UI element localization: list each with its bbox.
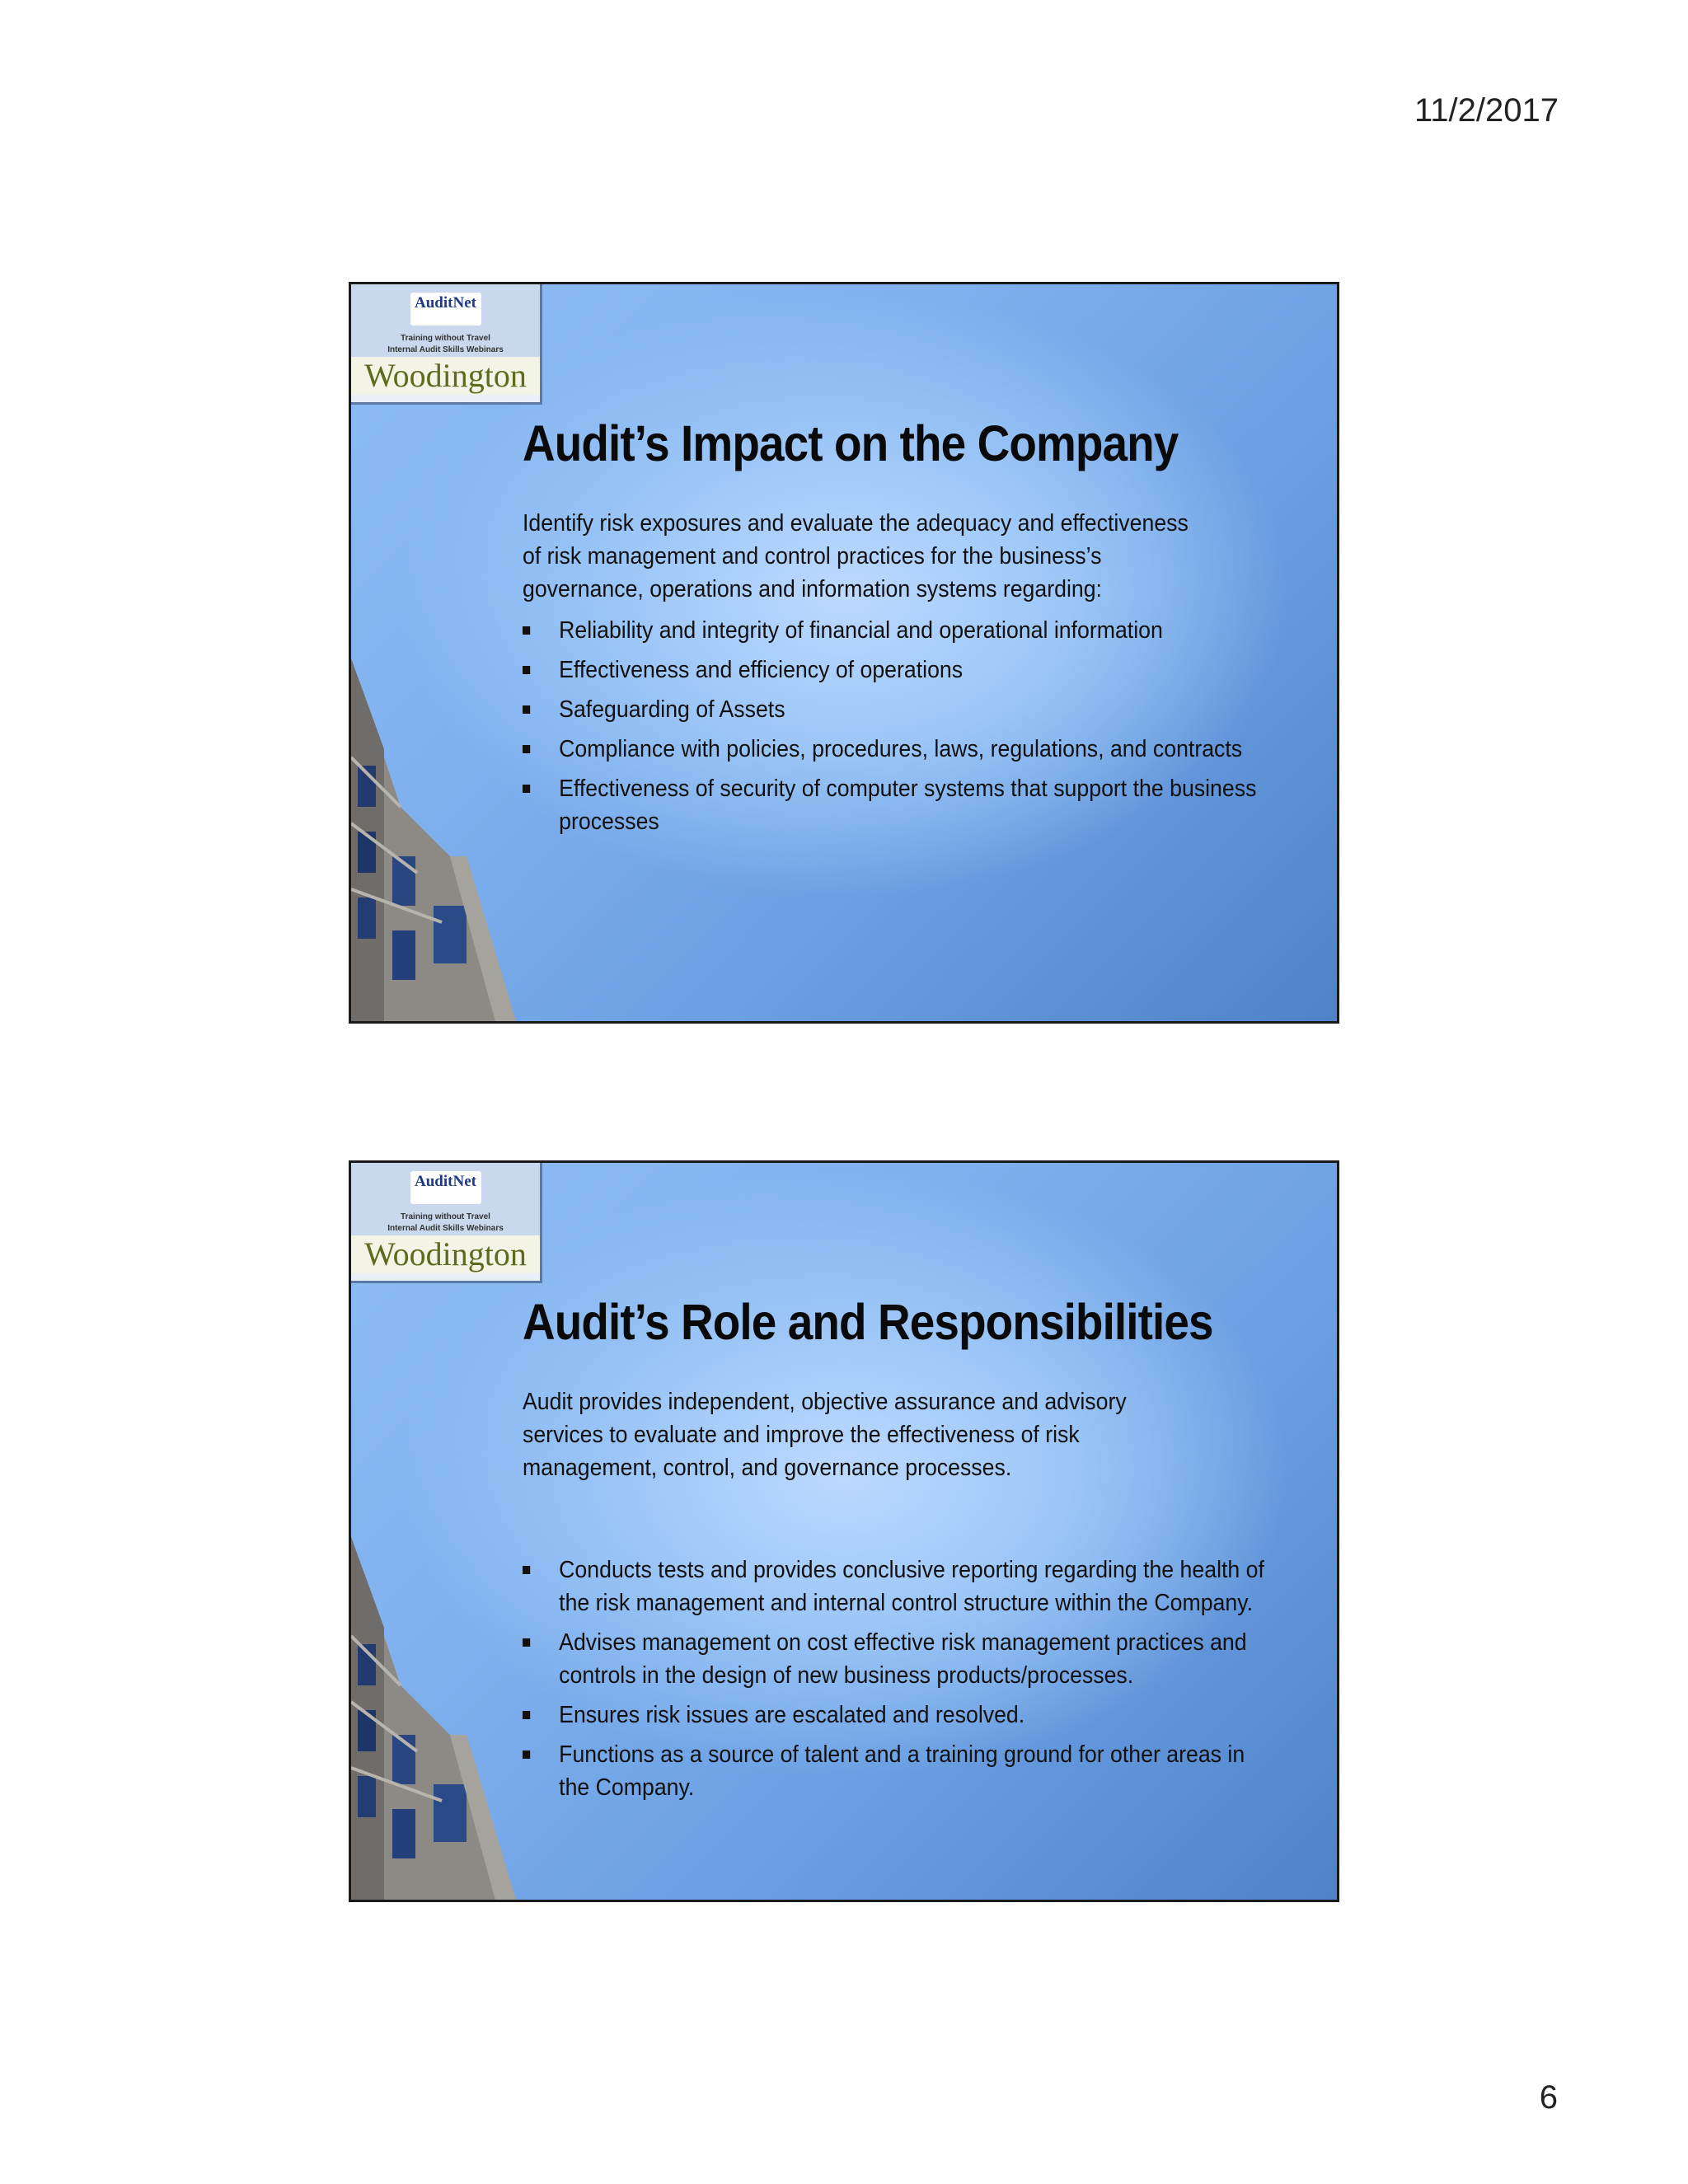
bullet-icon	[523, 666, 530, 674]
page-number: 6	[1539, 2079, 1558, 2116]
logo-tagline: Training without Travel	[401, 334, 490, 343]
bullet-icon	[523, 1638, 530, 1647]
bullet-item: Safeguarding of Assets	[523, 693, 1266, 726]
auditnet-logo-text: AuditNet	[415, 294, 476, 312]
woodington-logo	[351, 284, 542, 405]
bullet-item: Conducts tests and provides conclusive reporting regarding the health of the risk management and internal control structure within the Company.	[523, 1554, 1266, 1619]
bullet-list	[523, 1554, 1266, 1811]
slide-audit-impact	[349, 282, 1339, 1024]
slide-title: Audit’s Role and Responsibilities	[523, 1294, 1213, 1350]
woodington-logo	[351, 1163, 542, 1283]
bullet-item: Compliance with policies, procedures, laws, regulations, and contracts	[523, 733, 1266, 766]
bullet-item: Ensures risk issues are escalated and resolved.	[523, 1699, 1266, 1732]
slide-intro: Audit provides independent, objective assurance and advisory services to evaluate and improve the effectiveness of risk management, control, and governance processes.	[523, 1389, 1127, 1481]
bullet-item: Effectiveness and efficiency of operations	[523, 654, 1266, 687]
building-image	[351, 1438, 541, 1900]
slide-audit-role	[349, 1160, 1339, 1902]
slide-title: Audit’s Impact on the Company	[523, 415, 1179, 471]
bullet-icon	[523, 705, 530, 714]
bullet-item: Advises management on cost effective risk management practices and controls in the design of new business products/processes.	[523, 1626, 1266, 1692]
logo-brand: Woodington	[351, 1235, 540, 1273]
bullet-item: Functions as a source of talent and a training ground for other areas in the Company.	[523, 1738, 1266, 1804]
logo-brand: Woodington	[351, 357, 540, 395]
bullet-icon	[523, 1711, 530, 1719]
logo-tagline: Internal Audit Skills Webinars	[387, 345, 504, 354]
bullet-icon	[523, 1566, 530, 1574]
building-image	[351, 560, 541, 1021]
auditnet-logo-text: AuditNet	[415, 1173, 476, 1190]
bullet-list	[523, 614, 1266, 845]
bullet-item: Reliability and integrity of financial and operational information	[523, 614, 1266, 647]
slide-intro: Identify risk exposures and evaluate the adequacy and effectiveness of risk management and control practices for the business’s governance, operations and information systems regarding:	[523, 510, 1189, 602]
logo-tagline: Training without Travel	[401, 1212, 490, 1221]
page-date: 11/2/2017	[1414, 92, 1559, 129]
bullet-item: Effectiveness of security of computer systems that support the business processes	[523, 772, 1266, 838]
bullet-icon	[523, 785, 530, 793]
bullet-icon	[523, 626, 530, 635]
bullet-icon	[523, 1750, 530, 1759]
bullet-icon	[523, 745, 530, 753]
logo-tagline: Internal Audit Skills Webinars	[387, 1224, 504, 1233]
